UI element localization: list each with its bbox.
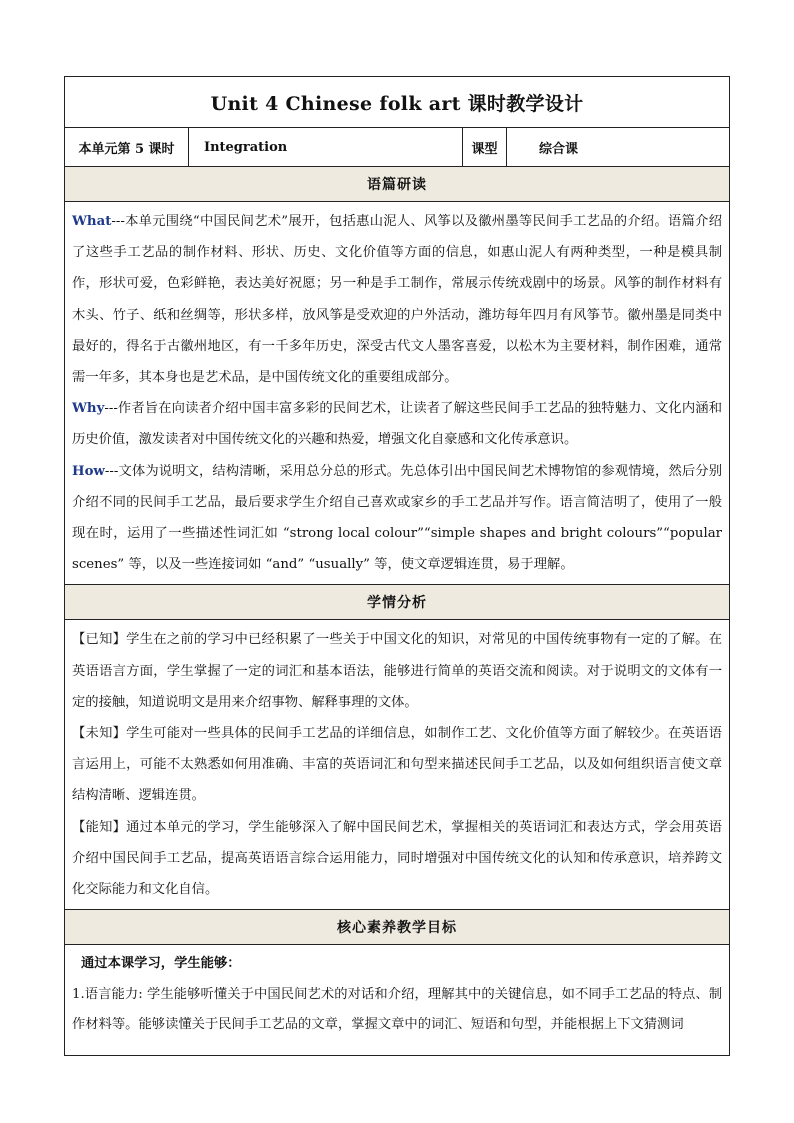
document-title: Unit 4 Chinese folk art 课时教学设计 bbox=[65, 77, 729, 128]
lesson-number: 本单元第 5 课时 bbox=[65, 128, 189, 166]
why-label: Why bbox=[72, 401, 105, 417]
what-paragraph bbox=[72, 206, 722, 393]
why-text: ---作者旨在向读者介绍中国丰富多彩的民间艺术，让读者了解这些民间手工艺品的独特魅力、文化内涵和历史价值，激发读者对中国传统文化的兴趣和热爱，增强文化自豪感和文化传承意识。 bbox=[72, 401, 722, 448]
how-label: How bbox=[72, 463, 105, 479]
what-text: ---本单元围绕“中国民间艺术”展开，包括惠山泥人、风筝以及徽州墨等民间手工艺品的介绍。语篇介绍了这些手工艺品的制作材料、形状、历史、文化价值等方面的信息，如惠山泥人有两种类型，一种是模具制作，形状可爱，色彩鲜艳，表达美好祝愿；另一种是手工制作，常展示传统戏剧中的场景。风筝的制作材料有木头、竹子、纸和丝绸等，形状多样，放风筝是受欢迎的户外活动，潍坊每年四月有风筝节。徽州墨是同类中最好的，得名于古徽州地区，有一千多年历史，深受古代文人墨客喜爱，以松木为主要材料，制作困难，通常需一年多，其本身也是艺术品，是中国传统文化的重要组成部分。 bbox=[72, 214, 722, 386]
section-heading-learner-analysis: 学情分析 bbox=[65, 585, 729, 620]
known-paragraph: 【已知】学生在之前的学习中已经积累了一些关于中国文化的知识，对常见的中国传统事物有一定的了解。在英语语言方面，学生掌握了一定的词汇和基本语法，能够进行简单的英语交流和阅读。对于说明文的文体有一定的接触，知道说明文是用来介绍事物、解释事理的文体。 bbox=[72, 632, 722, 710]
able-paragraph: 【能知】通过本单元的学习，学生能够深入了解中国民间艺术，掌握相关的英语词汇和表达方式，学会用英语介绍中国民间手工艺品，提高英语语言综合运用能力，同时增强对中国传统文化的认知和传承意识，培养跨文化交际能力和文化自信。 bbox=[72, 819, 722, 898]
goal-item-1: 1.语言能力: 学生能够听懂关于中国民间艺术的对话和介绍，理解其中的关键信息，如不同手工艺品的特点、制作材料等。能够读懂关于民间手工艺品的文章，掌握文章中的词汇、短语和句型，并能根据上下文猜测词 bbox=[72, 986, 722, 1033]
how-text: ---文体为说明文，结构清晰，采用总分总的形式。先总体引出中国民间艺术博物馆的参观情境，然后分别介绍不同的民间手工艺品，最后要求学生介绍自己喜欢或家乡的手工艺品并写作。语言简洁明了，使用了一般现在时，运用了一些描述性词汇如 “strong local colour”“simple shapes and bright colours”“popular scenes” 等，以及一些连接词如 “and” “usually” 等，使文章逻辑连贯，易于理解。 bbox=[72, 463, 722, 573]
how-paragraph bbox=[72, 456, 722, 581]
lesson-type-label: 课型 bbox=[463, 128, 507, 166]
section-goals bbox=[65, 945, 729, 1041]
section-text-study bbox=[65, 202, 729, 585]
section-heading-text-study: 语篇研读 bbox=[65, 167, 729, 202]
section-learner-analysis bbox=[65, 620, 729, 910]
what-label: What bbox=[72, 214, 112, 229]
section-heading-goals: 核心素养教学目标 bbox=[65, 910, 729, 945]
lesson-type-value: 综合课 bbox=[539, 141, 579, 157]
lesson-plan-table bbox=[64, 76, 730, 1056]
lesson-topic: Integration bbox=[189, 128, 463, 166]
goals-lead: 通过本课学习，学生能够： bbox=[81, 956, 241, 972]
lesson-meta-row bbox=[65, 128, 729, 167]
unknown-paragraph: 【未知】学生可能对一些具体的民间手工艺品的详细信息，如制作工艺、文化价值等方面了解较少。在英语语言运用上，可能不太熟悉如何用准确、丰富的英语词汇和句型来描述民间手工艺品，以及如何组织语言使文章结构清晰、逻辑连贯。 bbox=[72, 726, 722, 804]
why-paragraph bbox=[72, 393, 722, 455]
